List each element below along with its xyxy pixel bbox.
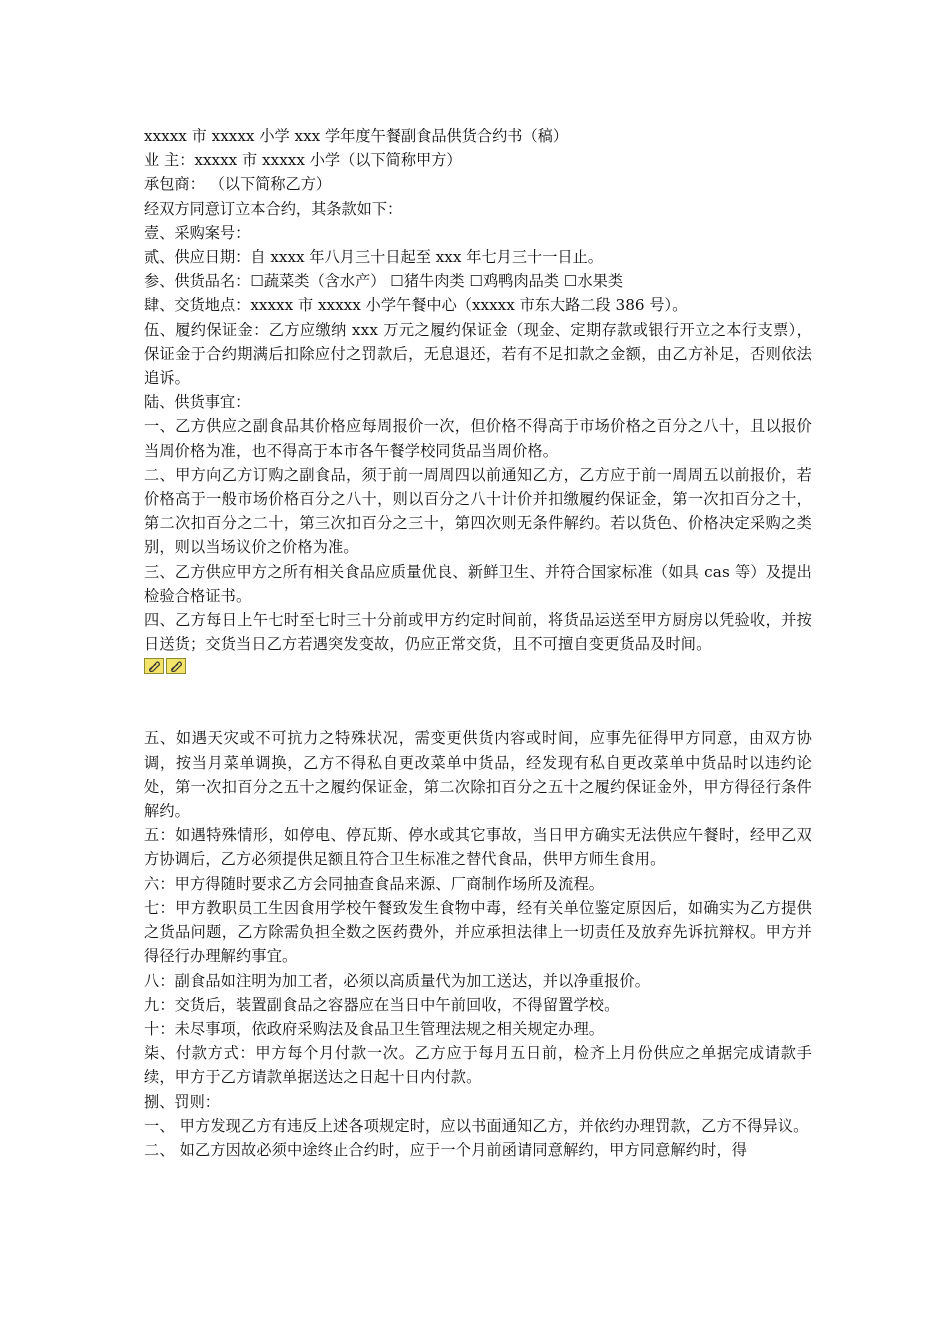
penalty-item-1: 一、 甲方发现乙方有违反上述各项规定时，应以书面通知乙方，并依约办理罚款，乙方不得异议。 — [144, 1116, 809, 1135]
owner-line: 业 主：xxxxx 市 xxxxx 小学（以下简称甲方） — [144, 151, 462, 170]
clause-4: 肆、交货地点：xxxxx 市 xxxxx 小学午餐中心（xxxxx 市东大路二段 386 号）。 — [144, 296, 688, 315]
clip-icon[interactable] — [166, 658, 186, 674]
clause-5: 伍、履约保证金：乙方应缴纳 xxx 万元之履约保证金（现金、定期存款或银行开立之本行支票），保证金于合约期满后扣除应付之罚款后，无息退还，若有不足扣款之金额，由乙方补足，否则依法追诉。 — [144, 320, 812, 388]
embedded-icons — [144, 654, 812, 678]
clause-3: 参、供货品名：☐蔬菜类（含水产） ☐猪牛肉类 ☐鸡鸭肉品类 ☐水果类 — [144, 272, 624, 291]
clause-6: 陆、供货事宜： — [144, 393, 251, 412]
clause-8: 捌、罚则： — [144, 1092, 220, 1111]
supply-item-5: 五、如遇天灾或不可抗力之特殊状况，需变更供货内容或时间，应事先征得甲方同意，由双方协调，按当月菜单调换，乙方不得私自更改菜单中货品，经发现有私自更改菜单中货品时以违约论处，第一次扣百分之五十之履约保证金，第二次除扣百分之五十之履约保证金外，甲方得径行条件解约。 — [144, 729, 812, 821]
clause-7: 柒、付款方式：甲方每个月付款一次。乙方应于每月五日前，检齐上月份供应之单据完成请款手续，甲方于乙方请款单据送达之日起十日内付款。 — [144, 1044, 812, 1087]
supply-item-10: 九：交货后，装置副食品之容器应在当日中午前回收，不得留置学校。 — [144, 995, 620, 1014]
supply-item-4: 四、乙方每日上午七时至七时三十分前或甲方约定时间前，将货品运送至甲方厨房以凭验收，并按日送货；交货当日乙方若遇突发变故，仍应正常交货，且不可擅自变更货品及时间。 — [144, 611, 812, 654]
penalty-item-2: 二、 如乙方因故必须中途终止合约时，应于一个月前函请同意解约，甲方同意解约时，得 — [144, 1140, 748, 1159]
clause-1: 壹、采购案号： — [144, 223, 251, 242]
supply-item-11: 十：未尽事项，依政府采购法及食品卫生管理法规之相关规定办理。 — [144, 1019, 605, 1038]
intro-line: 经双方同意订立本合约，其条款如下： — [144, 199, 403, 218]
supply-item-2: 二、甲方向乙方订购之副食品，须于前一周周四以前通知乙方，乙方应于前一周周五以前报价，若价格高于一般市场价格百分之八十，则以百分之八十计价并扣缴履约保证金，第一次扣百分之十，第二次扣百分之二十，第三次扣百分之三十，第四次则无条件解约。若以货色、价格决定采购之类别，则以当场议价之价格为准。 — [144, 465, 812, 557]
supply-item-1: 一、乙方供应之副食品其价格应每周报价一次，但价格不得高于市场价格之百分之八十，且以报价当周价格为准，也不得高于本市各午餐学校同货品当周价格。 — [144, 417, 812, 460]
contractor-line: 承包商： （以下简称乙方） — [144, 175, 332, 194]
clause-2: 贰、供应日期：自 xxxx 年八月三十日起至 xxx 年七月三十一日止。 — [144, 248, 603, 267]
supply-item-7: 六：甲方得随时要求乙方会同抽查食品来源、厂商制作场所及流程。 — [144, 874, 605, 893]
supply-item-9: 八：副食品如注明为加工者，必须以高质量代为加工送达，并以净重报价。 — [144, 971, 651, 990]
contract-document — [144, 124, 812, 1162]
supply-item-8: 七：甲方教职员工生因食用学校午餐致发生食物中毒，经有关单位鉴定原因后，如确实为乙方提供之货品问题，乙方除需负担全数之医药费外，并应承担法律上一切责任及放弃先诉抗辩权。甲方并得径行办理解约事宜。 — [144, 898, 812, 966]
supply-item-3: 三、乙方供应甲方之所有相关食品应质量优良、新鲜卫生、并符合国家标准（如具 cas 等）及提出检验合格证书。 — [144, 562, 812, 605]
supply-item-6: 五：如遇特殊情形，如停电、停瓦斯、停水或其它事故，当日甲方确实无法供应午餐时，经甲乙双方协调后，乙方必须提供足额且符合卫生标准之替代食品，供甲方师生食用。 — [144, 826, 812, 869]
clip-icon[interactable] — [144, 658, 164, 674]
document-title: xxxxx 市 xxxxx 小学 xxx 学年度午餐副食品供货合约书（稿） — [144, 127, 569, 145]
